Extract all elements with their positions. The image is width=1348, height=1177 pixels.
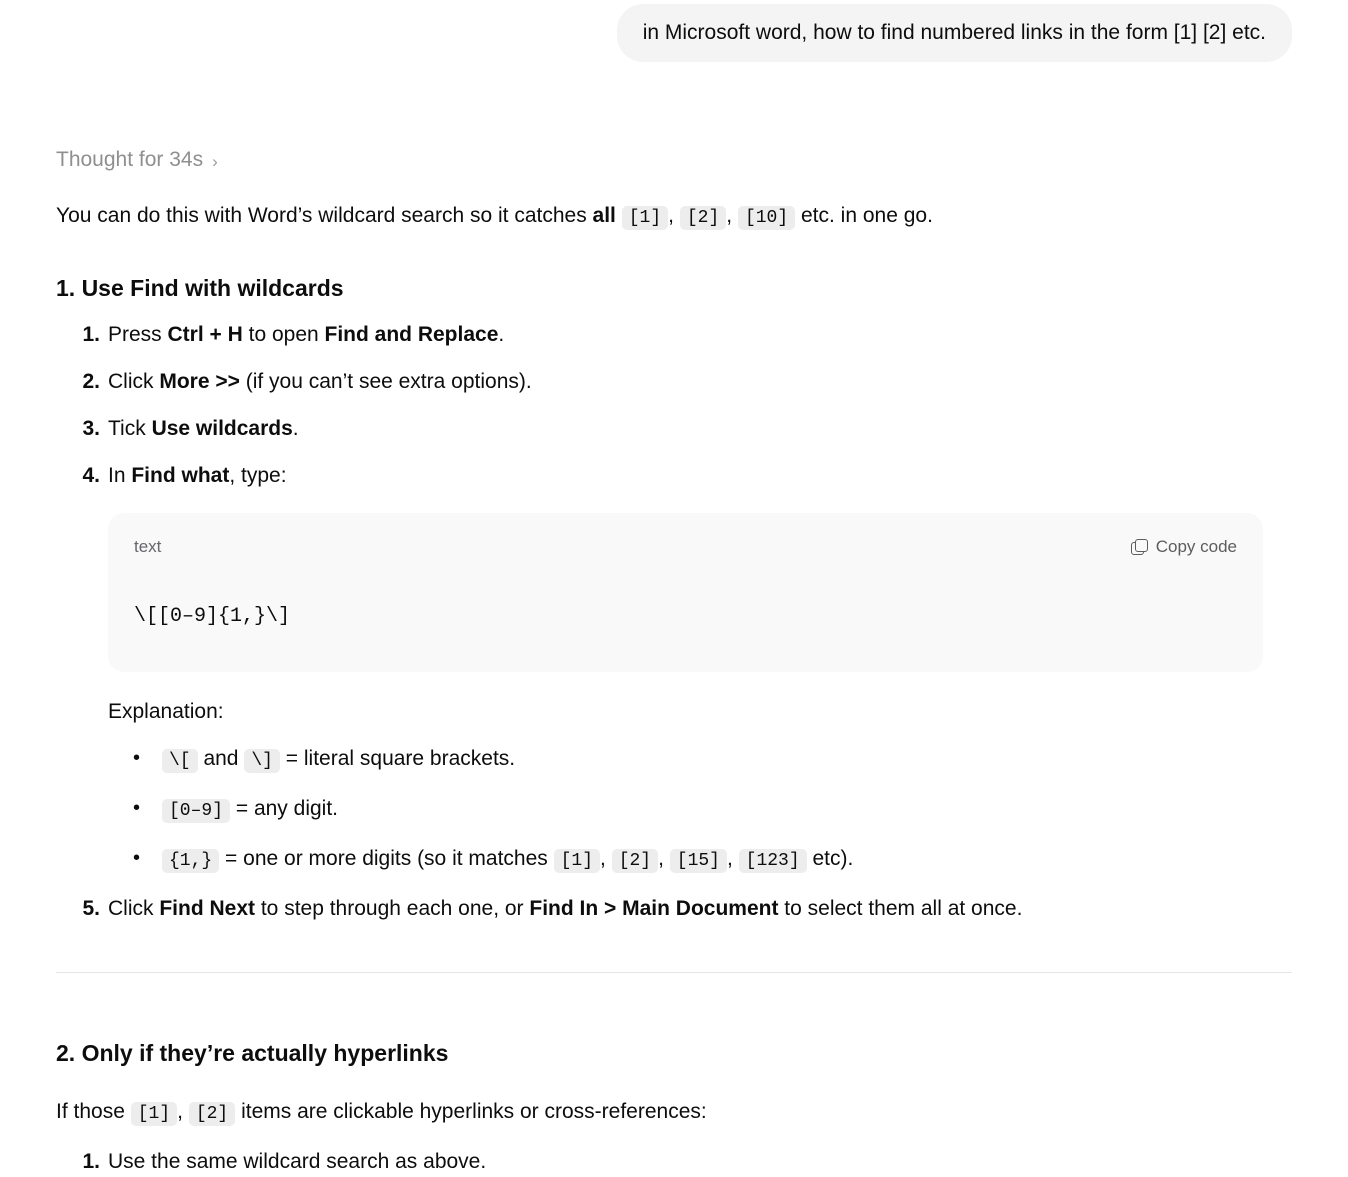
inline-code: [2] [612,849,658,873]
inline-code: [123] [739,849,807,873]
text-run: etc). [806,847,854,870]
section-1-steps [56,319,1292,924]
code-block-content: \[[0–9]{1,}\] [134,605,291,628]
section-2-intro [56,1096,1292,1130]
section-2-heading: 2. Only if they’re actually hyperlinks [56,1040,449,1066]
code-language-label: text [134,537,162,556]
step-1-text [108,323,504,346]
bold-text: Ctrl + H [167,323,243,346]
list-item [108,366,1292,397]
explanation-list [108,743,1292,877]
text-run: , type: [229,464,287,487]
bold-text: Use wildcards [151,417,293,440]
section-2-step-1-text [108,1150,486,1173]
intro-sep-2: , [726,204,733,227]
step-5-text [108,897,1022,920]
intro-bold: all [592,204,616,227]
copy-icon [1131,539,1147,555]
chevron-right-icon: › [212,151,218,171]
text-run: = literal square brackets. [279,747,516,770]
text-run: Click [108,897,160,920]
inline-code-5: [2] [189,1102,235,1126]
list-item [162,743,1292,777]
list-item [162,843,1292,877]
text-run: (if you can’t see extra options). [239,370,532,393]
text-run: and [197,747,245,770]
text-run: In [108,464,132,487]
copy-code-button[interactable] [1131,537,1237,557]
text-run: , [726,847,739,870]
bold-text: Find and Replace [324,323,499,346]
inline-code: [0–9] [162,799,230,823]
text-run: , [600,847,612,870]
thought-label: Thought for 34s [56,148,204,171]
bold-text: Find what [131,464,230,487]
step-2-text [108,370,532,393]
list-item [108,1146,1292,1177]
section-2-intro-post: items are clickable hyperlinks or cross-references: [241,1100,707,1123]
bold-text: More >> [159,370,240,393]
text-run: Use the same wildcard search as above. [108,1150,487,1173]
section-1-heading: 1. Use Find with wildcards [56,275,344,301]
inline-code: {1,} [162,849,219,873]
intro-paragraph [56,200,1292,234]
inline-code-2: [2] [680,206,726,230]
list-item [108,893,1292,924]
inline-code-1: [1] [622,206,668,230]
inline-code: [15] [670,849,727,873]
section-2-steps [56,1146,1292,1177]
inline-code: \] [244,749,280,773]
explanation-item-1 [162,747,515,770]
text-run: . [292,417,299,440]
inline-code-3: [10] [738,206,795,230]
bold-text: Find In > Main Document [529,897,779,920]
explanation-item-2 [162,797,338,820]
inline-code: [1] [554,849,600,873]
text-run: , [658,847,670,870]
text-run: Click [108,370,160,393]
code-block [108,513,1263,672]
copy-code-label: Copy code [1155,536,1237,556]
text-run: Press [108,323,168,346]
user-message-bubble: in Microsoft word, how to find numbered links in the form [1] [2] etc. [617,4,1292,62]
list-item [108,460,1292,877]
code-block-header [108,513,1263,568]
text-run: to step through each one, or [255,897,530,920]
text-run: = one or more digits (so it matches [219,847,554,870]
text-run: to select them all at once. [778,897,1023,920]
user-message-row [56,0,1292,62]
intro-pre: You can do this with Word’s wildcard search so it catches [56,204,593,227]
section-2-intro-pre: If those [56,1100,131,1123]
text-run: Tick [108,417,152,440]
explanation-item-3 [162,847,853,870]
thought-toggle[interactable] [56,148,218,172]
step-4-text [108,464,287,487]
section-2-sep-1: , [177,1100,183,1123]
inline-code-4: [1] [131,1102,177,1126]
list-item [108,413,1292,444]
list-item [162,793,1292,827]
intro-sep-1: , [668,204,674,227]
inline-code: \[ [162,749,198,773]
text-run: = any digit. [230,797,338,820]
explanation-label: Explanation: [108,700,224,723]
text-run: . [498,323,505,346]
step-3-text [108,417,299,440]
intro-post: etc. in one go. [801,204,933,227]
bold-text: Find Next [159,897,256,920]
list-item [108,319,1292,350]
text-run: to open [242,323,325,346]
